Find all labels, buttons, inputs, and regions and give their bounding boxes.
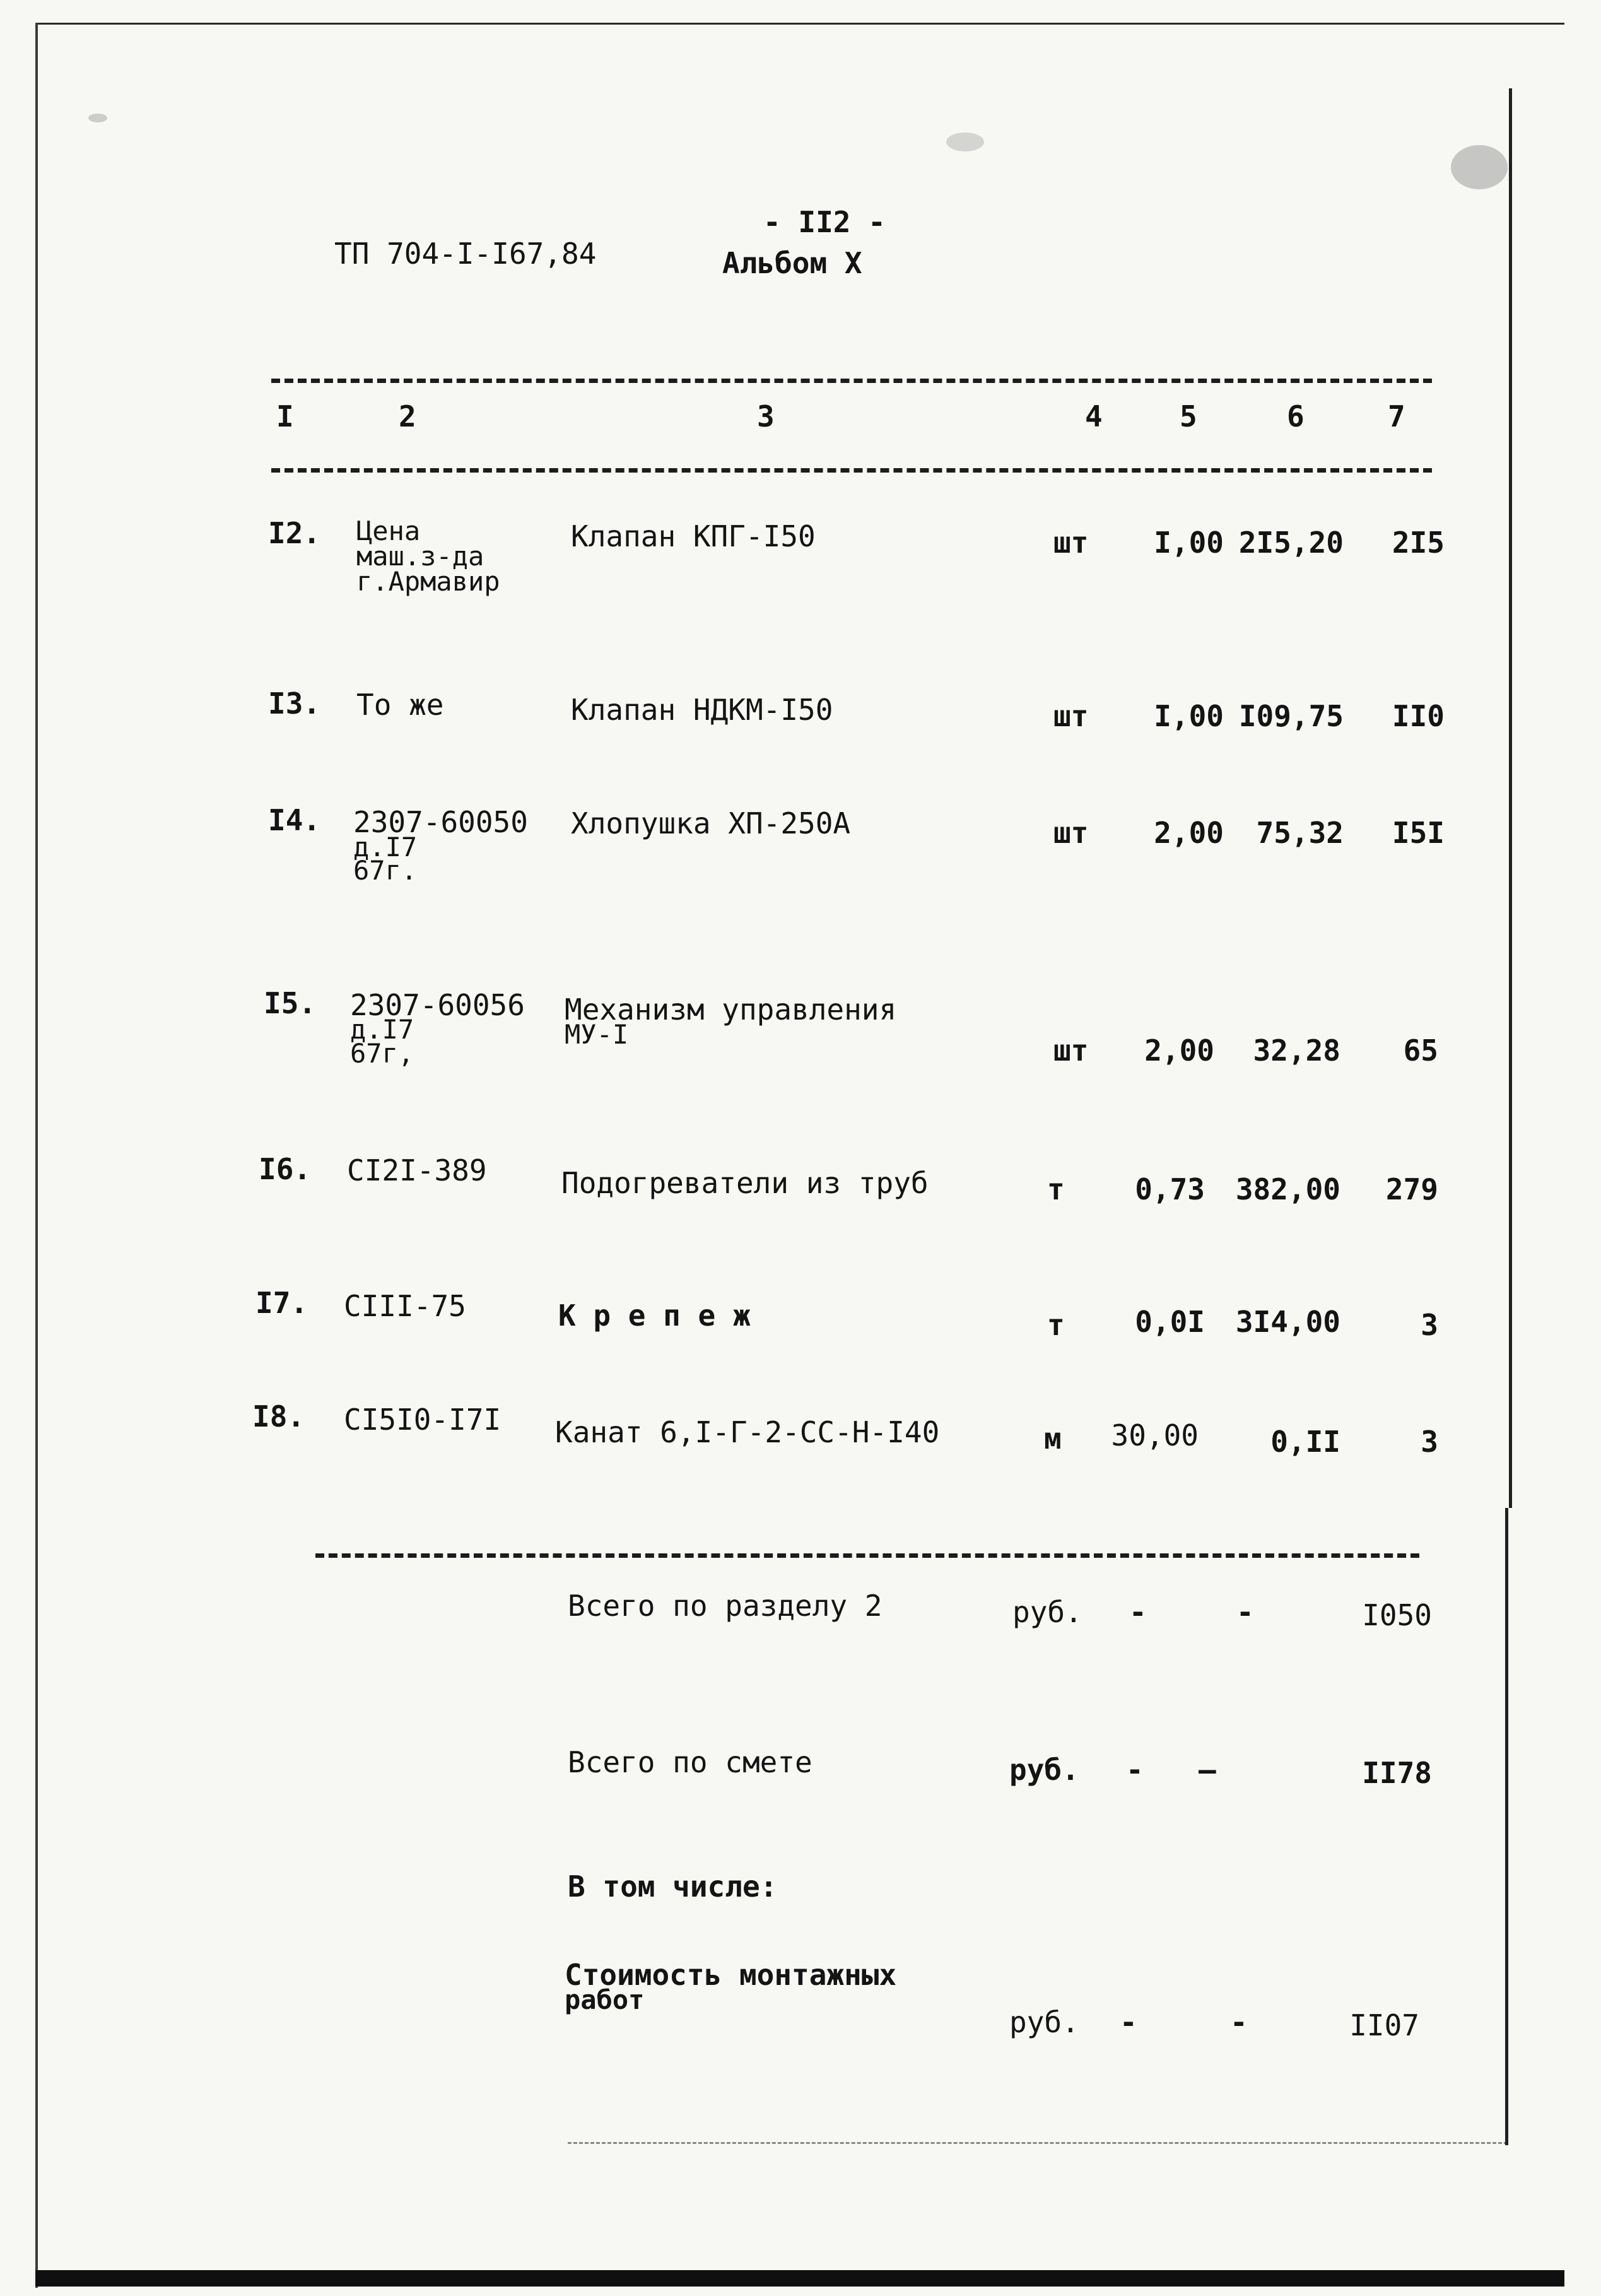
row-unit: шт (1053, 1033, 1089, 1068)
row-quantity: 0,0I (1135, 1305, 1205, 1339)
totals-price: — (1199, 1753, 1216, 1787)
row-reference: CI5I0-I7I (344, 1403, 501, 1437)
totals-label: Всего по разделу 2 (568, 1589, 883, 1623)
header-bottom-rule (271, 468, 1432, 473)
row-item-name: К р е п е ж (558, 1298, 751, 1333)
row-unit-price: 32,28 (1253, 1033, 1340, 1068)
totals-label: работ (565, 1984, 645, 2015)
row-number: I4. (268, 803, 321, 837)
row-reference: маш.з-да (356, 541, 484, 572)
page-number: - II2 - (763, 205, 886, 239)
row-item-name: Клапан КПГ-I50 (571, 519, 816, 553)
page-frame-left (35, 23, 38, 2288)
totals-unit: руб. (1009, 2005, 1079, 2039)
row-reference: То же (356, 688, 444, 722)
totals-price: - (1230, 2005, 1248, 2039)
column-header-3: 3 (757, 399, 775, 433)
totals-unit: руб. (1012, 1595, 1082, 1629)
column-header-6: 6 (1287, 399, 1305, 433)
row-item-name: Канат 6,I-Г-2-СС-Н-I40 (555, 1415, 940, 1449)
totals-amount: II78 (1362, 1756, 1432, 1790)
row-quantity: 2,00 (1154, 816, 1224, 850)
totals-amount: I050 (1362, 1598, 1432, 1632)
row-total: 3 (1421, 1308, 1438, 1342)
column-header-1: I (276, 399, 294, 433)
column-header-4: 4 (1085, 399, 1103, 433)
row-number: I7. (255, 1286, 308, 1320)
row-unit-price: 3I4,00 (1235, 1305, 1340, 1339)
row-quantity: 30,00 (1111, 1418, 1199, 1452)
row-quantity: 0,73 (1135, 1172, 1205, 1206)
totals-separator-rule (315, 1553, 1419, 1558)
row-reference: д.I7 (353, 832, 418, 862)
row-quantity: 2,00 (1144, 1033, 1214, 1068)
row-total: 65 (1403, 1033, 1438, 1068)
right-margin-rule-lower (1505, 1508, 1508, 2145)
totals-quantity: - (1120, 2005, 1137, 2039)
row-unit-price: 382,00 (1235, 1172, 1340, 1206)
totals-amount: II07 (1349, 2008, 1419, 2042)
row-number: I6. (259, 1152, 312, 1186)
column-header-2: 2 (399, 399, 416, 433)
row-reference: Цена (356, 515, 421, 546)
scan-noise (88, 114, 107, 122)
totals-price: - (1236, 1595, 1254, 1629)
row-reference: 2307-60056 (350, 988, 525, 1022)
row-unit-price: I09,75 (1238, 699, 1344, 733)
header-top-rule (271, 379, 1432, 383)
scan-noise (946, 132, 984, 151)
row-unit: шт (1053, 699, 1089, 733)
document-code: ТП 704-I-I67,84 (334, 237, 597, 271)
scan-noise (1451, 145, 1508, 189)
totals-label: Стоимость монтажных (565, 1958, 897, 1992)
row-item-name: Клапан НДКМ-I50 (571, 693, 833, 727)
row-reference: 2307-60050 (353, 805, 528, 839)
row-number: I8. (252, 1399, 305, 1434)
totals-label: Всего по смете (568, 1745, 812, 1779)
row-item-name: МУ-I (565, 1019, 629, 1050)
row-unit: шт (1053, 816, 1089, 850)
row-number: I5. (264, 986, 317, 1020)
row-reference: г.Армавир (356, 566, 500, 597)
row-number: I2. (268, 516, 321, 550)
column-header-7: 7 (1388, 399, 1405, 433)
totals-subheading: В том числе: (568, 1869, 778, 1904)
page-frame-top (38, 23, 1564, 25)
row-unit-price: 2I5,20 (1238, 526, 1344, 560)
row-unit-price: 0,II (1270, 1425, 1340, 1459)
row-unit-price: 75,32 (1256, 816, 1344, 850)
totals-unit: руб. (1009, 1753, 1079, 1787)
row-unit: т (1047, 1308, 1065, 1342)
column-header-5: 5 (1180, 399, 1197, 433)
row-item-name: Хлопушка ХП-250А (571, 806, 851, 840)
totals-quantity: - (1129, 1595, 1147, 1629)
row-number: I3. (268, 686, 321, 721)
page-frame-bottom (35, 2270, 1564, 2287)
row-total: 3 (1421, 1425, 1438, 1459)
right-margin-rule (1509, 88, 1512, 1508)
row-reference: CIII-75 (344, 1289, 466, 1323)
row-unit: м (1044, 1422, 1062, 1456)
row-reference: 67г. (353, 855, 418, 886)
row-unit: т (1047, 1172, 1065, 1206)
row-total: II0 (1392, 699, 1445, 733)
row-quantity: I,00 (1154, 699, 1224, 733)
row-item-name: Подогреватели из труб (561, 1166, 929, 1200)
row-reference: д.I7 (350, 1014, 414, 1045)
row-total: 279 (1385, 1172, 1438, 1206)
row-unit: шт (1053, 526, 1089, 560)
row-total: I5I (1392, 816, 1445, 850)
bottom-faint-rule (568, 2142, 1508, 2144)
row-item-name: Механизм управления (565, 992, 897, 1027)
totals-quantity: - (1126, 1753, 1144, 1787)
row-total: 2I5 (1392, 526, 1445, 560)
row-quantity: I,00 (1154, 526, 1224, 560)
row-reference: 67г, (350, 1038, 414, 1069)
album-label: Альбом X (722, 246, 862, 280)
row-reference: CI2I-389 (347, 1153, 487, 1187)
